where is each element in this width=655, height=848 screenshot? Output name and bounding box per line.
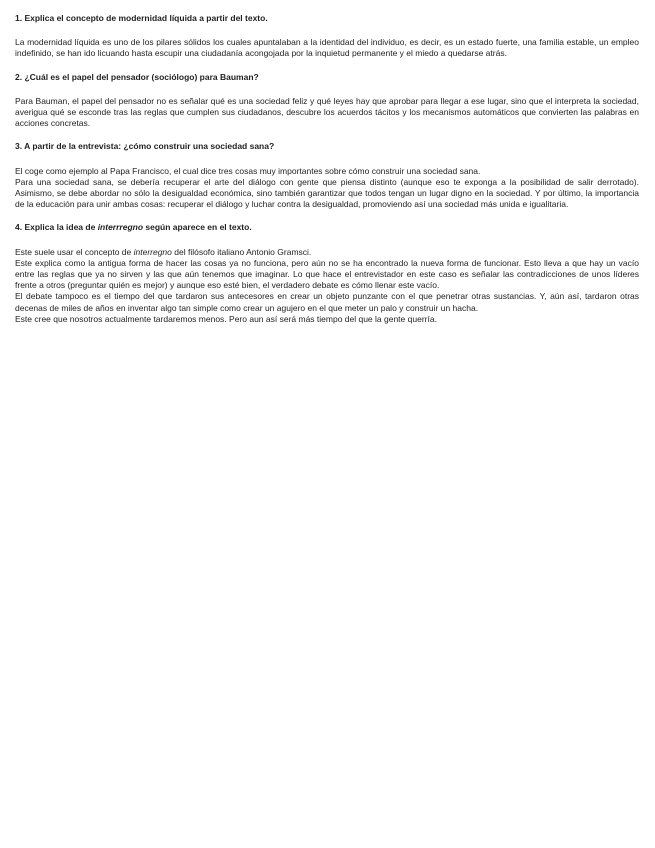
question-3-heading: 3. A partir de la entrevista: ¿cómo construir una sociedad sana? <box>15 141 275 152</box>
question-4-answer-conclusion: Este cree que nosotros actualmente tardaremos menos. Pero aun así será más tiempo del que la gente querría. <box>15 313 437 324</box>
question-1-heading: 1. Explica el concepto de modernidad líquida a partir del texto. <box>15 13 268 23</box>
document-page <box>15 13 639 337</box>
question-4-section <box>15 222 639 325</box>
question-4-answer-body: Este explica como la antigua forma de hacer las cosas ya no funciona, pero aún no se ha encontrado la nueva forma de funcionar. Esto lleva a que hay un vacío entre las reglas que ya no sirven y las que aún tenemos que imaginar. Lo que hace el entrevistador en este caso es señalar las contradicciones de unos líderes frente a otros (preguntar quién es mejor) y aunque eso esté bien, el verdadero debate es cómo llenar este vacío. <box>15 257 639 291</box>
question-2-answer: Para Bauman, el papel del pensador no es señalar qué es una sociedad feliz y qué leyes hay que aprobar para llegar a ese lugar, sino que el interpreta la sociedad, averigua qué se esconde tras las reglas que cumplen sus ciudadanos, descubre los acuerdos tácitos y los mecanismos automáticos que convierten las palabras en acciones concretas. <box>15 95 639 129</box>
question-4-heading-term: interrregno <box>97 222 144 233</box>
question-1-section <box>15 13 639 60</box>
question-4-answer-intro <box>15 247 639 258</box>
question-3-answer-intro: El coge como ejemplo al Papa Francisco, el cual dice tres cosas muy importantes sobre cómo construir una sociedad sana. <box>15 165 481 176</box>
question-2-heading: 2. ¿Cuál es el papel del pensador (sociólogo) para Bauman? <box>15 71 259 82</box>
question-4-heading <box>15 222 639 233</box>
question-2-section <box>15 72 639 130</box>
question-4-answer-intro-suffix: del filósofo italiano Antonio Gramsci. <box>171 246 312 257</box>
question-4-heading-suffix: según aparece en el texto. <box>143 222 252 233</box>
question-4-answer-example: El debate tampoco es el tiempo del que tardaron sus antecesores en crear un objeto punzante con el que penetrar otras sustancias. Y, aún así, tardaron otras decenas de miles de años en inventar algo tan simple como crear un agujero en el que meter un palo y construir un hacha. <box>15 291 639 313</box>
question-3-section <box>15 141 639 210</box>
question-3-answer-body: Para una sociedad sana, se debería recuperar el arte del diálogo con gente que piensa distinto (aunque eso te exponga a la posibilidad de salir derrotado). Asimismo, se debe abordar no sólo la desigualdad económica, sino también garantizar que todos tengan un lugar digno en la sociedad. Y por último, la importancia de la educación para unir ambas cosas: recuperar el diálogo y luchar contra la desigualdad, promoviendo así una sociedad más unida e igualitaria. <box>15 176 639 210</box>
question-1-answer: La modernidad líquida es uno de los pilares sólidos los cuales apuntalaban a la identidad del individuo, es decir, es un estado fuerte, una familia estable, un empleo indefinido, se han ido licuando hasta escupir una ciudadanía acongojada por la inquietud permanente y el miedo a quedarse atrás. <box>15 37 639 59</box>
question-4-answer-intro-term: interregno <box>133 246 172 257</box>
question-4-answer-intro-prefix: Este suele usar el concepto de <box>15 246 134 257</box>
question-4-heading-prefix: 4. Explica la idea de <box>15 222 98 233</box>
